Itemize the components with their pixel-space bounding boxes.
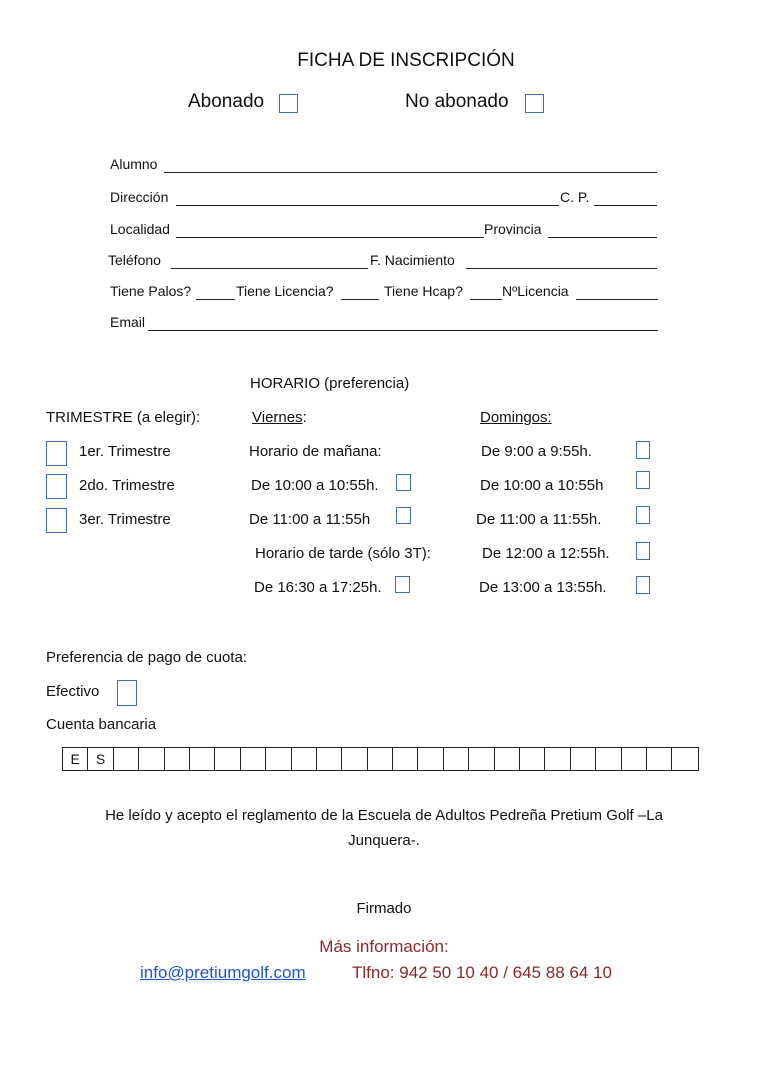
schedule-title: HORARIO (preferencia) [250, 375, 410, 392]
no-abonado-checkbox[interactable] [525, 94, 544, 113]
domingo-slot-4-label: De 12:00 a 12:55h. [482, 545, 610, 562]
iban-cell[interactable] [647, 748, 672, 770]
localidad-field[interactable] [176, 237, 484, 238]
domingo-slot-5-label: De 13:00 a 13:55h. [479, 579, 607, 596]
trimestre-2-label: 2do. Trimestre [79, 477, 175, 494]
iban-cell[interactable] [393, 748, 418, 770]
iban-cell[interactable] [317, 748, 342, 770]
telefono-field[interactable] [171, 268, 368, 269]
viernes-slot-1-label: De 10:00 a 10:55h. [251, 477, 379, 494]
nacimiento-field[interactable] [466, 268, 657, 269]
domingo-slot-2-label: De 10:00 a 10:55h [480, 477, 604, 494]
iban-cell[interactable] [622, 748, 647, 770]
alumno-field[interactable] [164, 172, 657, 173]
telefono-label: Teléfono [108, 252, 161, 268]
nacimiento-label: F. Nacimiento [370, 252, 455, 268]
efectivo-label: Efectivo [46, 683, 100, 700]
iban-cell[interactable] [215, 748, 240, 770]
trimestre-3-label: 3er. Trimestre [79, 511, 171, 528]
domingo-slot-4-checkbox[interactable] [636, 542, 650, 560]
page-title: FICHA DE INSCRIPCIÓN [297, 50, 515, 71]
viernes-slot-2-label: De 11:00 a 11:55h [249, 511, 371, 528]
abonado-label: Abonado [188, 91, 265, 112]
iban-cell[interactable]: E [63, 748, 88, 770]
palos-label: Tiene Palos? [110, 283, 192, 299]
hcap-field[interactable] [470, 299, 502, 300]
localidad-label: Localidad [110, 221, 170, 237]
iban-cell[interactable] [520, 748, 545, 770]
no-abonado-label: No abonado [405, 91, 509, 112]
direccion-label: Dirección [110, 189, 169, 205]
iban-cell[interactable] [444, 748, 469, 770]
cuenta-label: Cuenta bancaria [46, 716, 157, 733]
viernes-slot-1-checkbox[interactable] [396, 474, 411, 491]
trimestre-label: TRIMESTRE (a elegir): [46, 409, 201, 426]
iban-cell[interactable]: S [88, 748, 113, 770]
iban-input[interactable] [62, 747, 699, 771]
iban-cell[interactable] [545, 748, 570, 770]
trimestre-3-checkbox[interactable] [46, 508, 67, 533]
domingo-slot-3-label: De 11:00 a 11:55h. [476, 511, 602, 528]
domingo-slot-1-checkbox[interactable] [636, 441, 650, 459]
iban-cell[interactable] [139, 748, 164, 770]
signed-label: Firmado [356, 900, 412, 917]
agreement-line-1: He leído y acepto el reglamento de la Escuela de Adultos Pedreña Pretium Golf –La [105, 807, 663, 824]
provincia-label: Provincia [484, 221, 542, 237]
domingo-slot-1-label: De 9:00 a 9:55h. [481, 443, 592, 460]
licencia-field[interactable] [341, 299, 379, 300]
iban-cell[interactable] [266, 748, 291, 770]
viernes-label: Viernes [252, 409, 303, 426]
efectivo-checkbox[interactable] [117, 680, 137, 706]
domingo-slot-2-checkbox[interactable] [636, 471, 650, 489]
phone-label: Tlfno: 942 50 10 40 / 645 88 64 10 [352, 963, 612, 982]
viernes-header [252, 409, 307, 426]
email-field[interactable] [148, 330, 658, 331]
trimestre-1-checkbox[interactable] [46, 441, 67, 466]
viernes-tarde-1-checkbox[interactable] [395, 576, 410, 593]
iban-cell[interactable] [190, 748, 215, 770]
palos-field[interactable] [196, 299, 235, 300]
payment-title: Preferencia de pago de cuota: [46, 649, 247, 666]
iban-cell[interactable] [342, 748, 367, 770]
iban-cell[interactable] [241, 748, 266, 770]
nlicencia-field[interactable] [576, 299, 658, 300]
iban-cell[interactable] [672, 748, 697, 770]
trimestre-2-checkbox[interactable] [46, 474, 67, 499]
viernes-colon: : [302, 409, 307, 426]
provincia-field[interactable] [548, 237, 657, 238]
tarde-label: Horario de tarde (sólo 3T): [255, 545, 431, 562]
cp-label: C. P. [560, 189, 590, 205]
manana-label: Horario de mañana: [249, 443, 382, 460]
abonado-checkbox[interactable] [279, 94, 298, 113]
iban-cell[interactable] [418, 748, 443, 770]
iban-cell[interactable] [114, 748, 139, 770]
viernes-tarde-1-label: De 16:30 a 17:25h. [254, 579, 382, 596]
iban-cell[interactable] [165, 748, 190, 770]
nlicencia-label: NºLicencia [502, 283, 569, 299]
alumno-label: Alumno [110, 156, 158, 172]
direccion-field[interactable] [176, 205, 559, 206]
iban-cell[interactable] [495, 748, 520, 770]
more-info-label: Más información: [319, 937, 449, 956]
cp-field[interactable] [594, 205, 657, 206]
domingos-header: Domingos: [480, 409, 552, 426]
email-label: Email [110, 314, 146, 330]
iban-cell[interactable] [571, 748, 596, 770]
trimestre-1-label: 1er. Trimestre [79, 443, 171, 460]
viernes-slot-2-checkbox[interactable] [396, 507, 411, 524]
domingo-slot-3-checkbox[interactable] [636, 506, 650, 524]
email-link[interactable]: info@pretiumgolf.com [140, 963, 306, 982]
domingo-slot-5-checkbox[interactable] [636, 576, 650, 594]
hcap-label: Tiene Hcap? [384, 283, 463, 299]
agreement-line-2: Junquera-. [348, 832, 420, 849]
iban-cell[interactable] [292, 748, 317, 770]
licencia-label: Tiene Licencia? [236, 283, 334, 299]
iban-cell[interactable] [596, 748, 621, 770]
iban-cell[interactable] [469, 748, 494, 770]
iban-cell[interactable] [368, 748, 393, 770]
